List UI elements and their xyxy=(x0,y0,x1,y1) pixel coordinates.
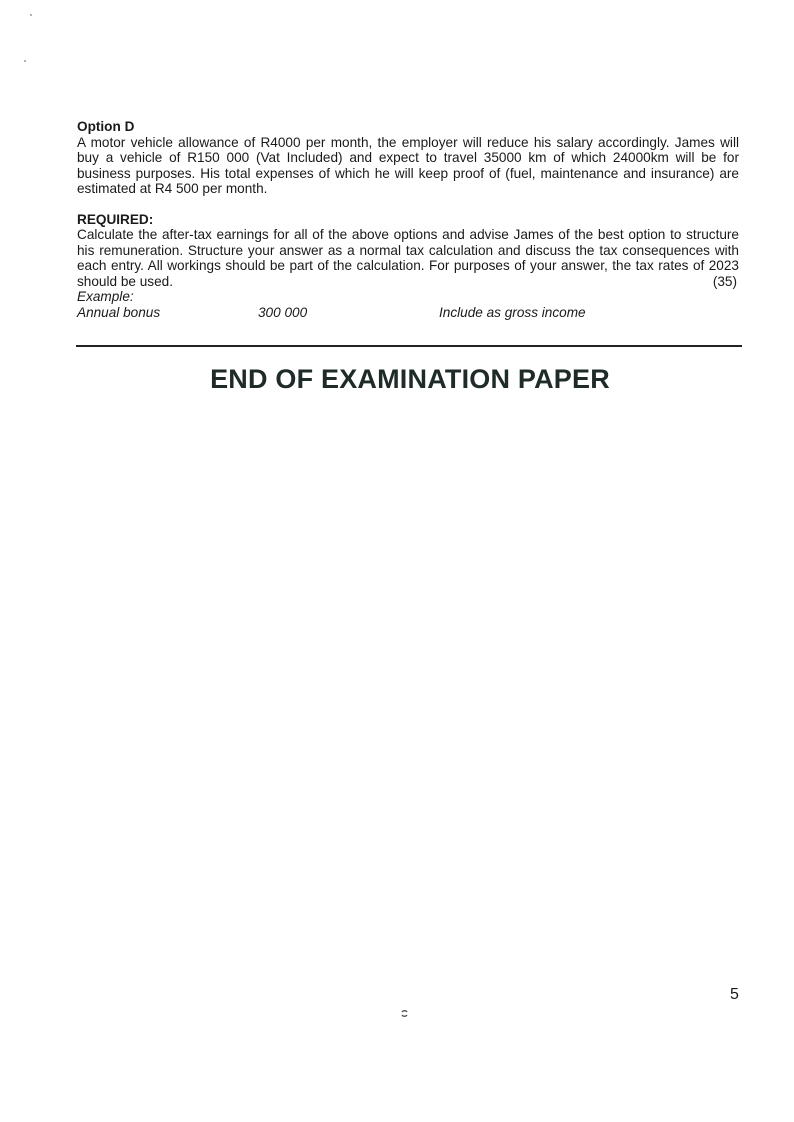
option-heading: Option D xyxy=(77,119,135,134)
option-description: A motor vehicle allowance of R4000 per month, the employer will reduce his salary accordingly. James will buy a vehicle of R150 000 (Vat Included) and expect to travel 35000 km of which 24000km will be for business purposes. His total expenses of which he will keep proof of (fuel, maintenance and insurance) are estimated at R4 500 per month. xyxy=(77,134,739,196)
page-number: 5 xyxy=(730,986,739,1003)
scan-speck xyxy=(30,14,32,16)
example-item: Annual bonus xyxy=(77,304,161,320)
scan-speck xyxy=(24,60,26,62)
example-label: Example: xyxy=(77,289,134,304)
required-instructions xyxy=(77,227,739,289)
required-body: Calculate the after-tax earnings for all of the above options and advise James of the best option to structure his remuneration. Structure your answer as a normal tax calculation and discuss the tax consequences with each entry. All workings should be part of the calculation. For purposes of your answer, the tax rates of 2023 should be used. xyxy=(77,227,739,289)
marks-allocation: (35) xyxy=(712,273,737,289)
spacer xyxy=(77,197,739,212)
end-of-paper-title: END OF EXAMINATION PAPER xyxy=(210,364,610,394)
horizontal-divider xyxy=(76,345,742,347)
example-amount: 300 000 xyxy=(258,304,308,320)
scan-artifact-icon xyxy=(400,1009,409,1018)
example-row xyxy=(77,305,739,321)
required-heading: REQUIRED: xyxy=(77,211,154,227)
example-treatment: Include as gross income xyxy=(439,304,586,320)
question-content xyxy=(77,119,739,321)
